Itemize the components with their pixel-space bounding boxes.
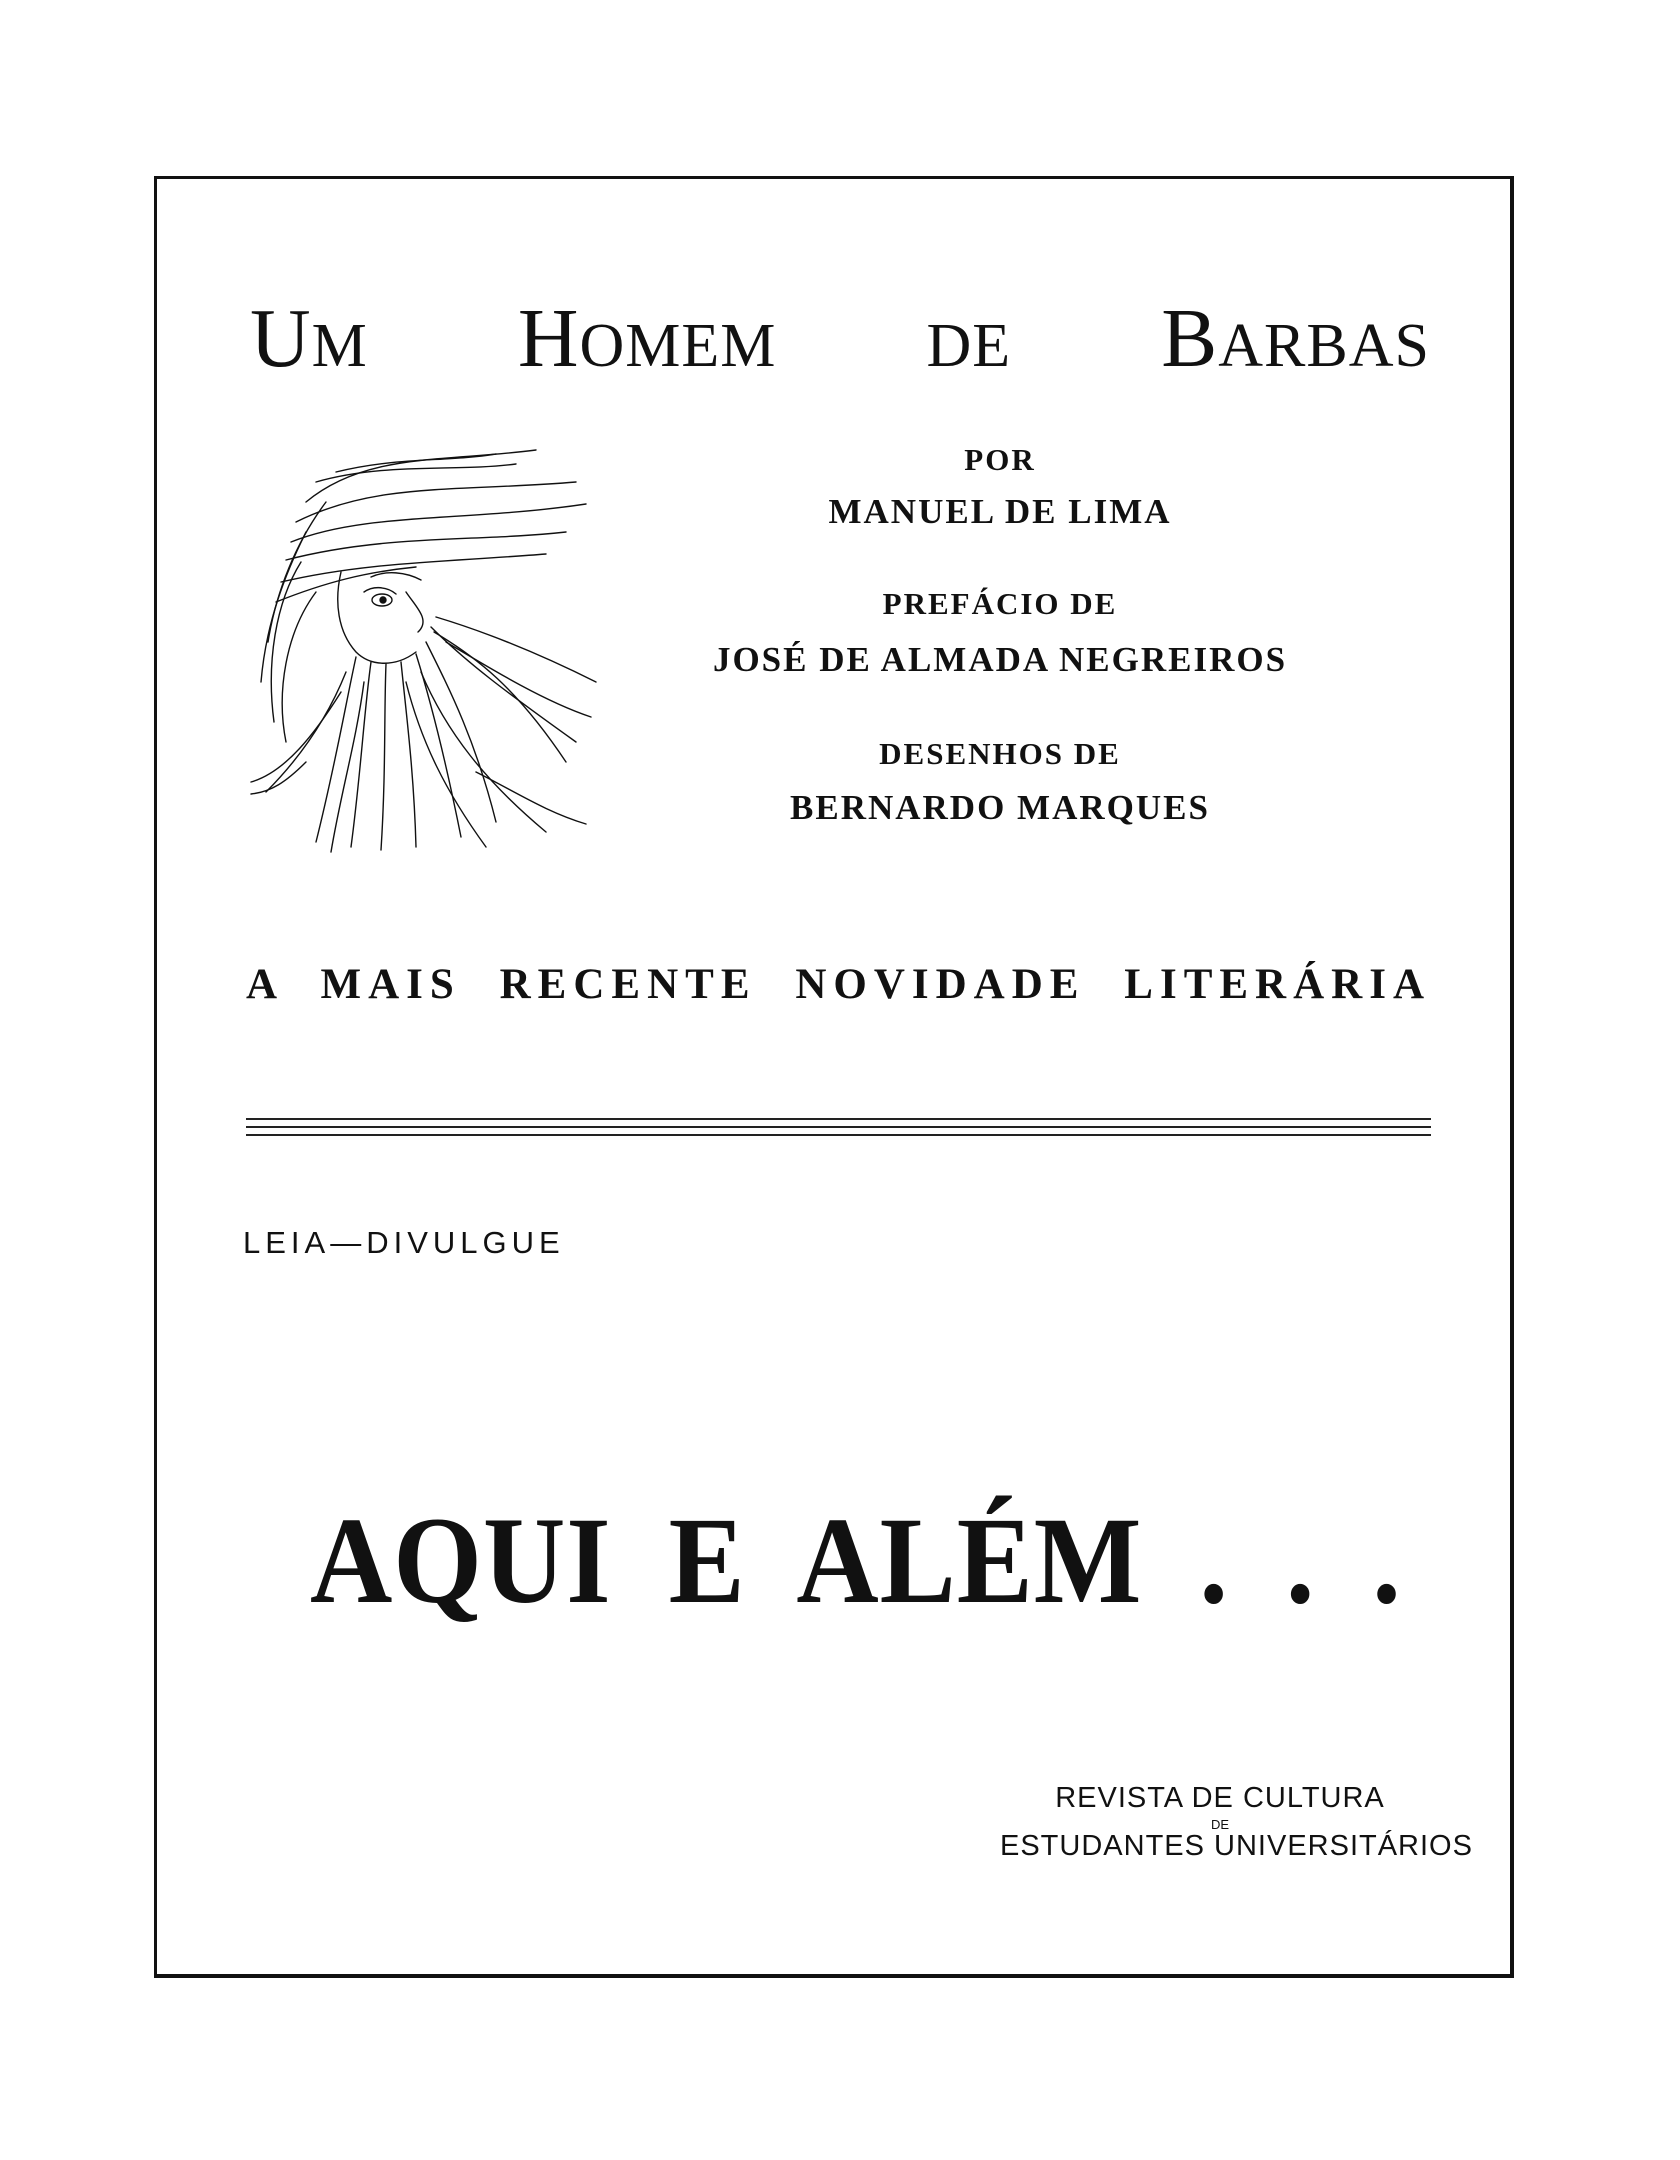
call-to-action: LEIA—DIVULGUE — [243, 1225, 565, 1260]
title-word-de: DE — [926, 312, 1012, 380]
magazine-title: AQUI E ALÉM . . . — [310, 1492, 1402, 1629]
title-initial: U — [250, 292, 312, 385]
title-rest: OMEM — [579, 312, 777, 380]
subtitle-line-3: ESTUDANTES UNIVERSITÁRIOS — [1000, 1830, 1473, 1862]
drawings-author: BERNARDO MARQUES — [790, 788, 1210, 827]
triple-rule-divider — [246, 1118, 1431, 1146]
drawings-label: DESENHOS DE — [879, 736, 1121, 771]
rule-line — [246, 1126, 1431, 1128]
book-title — [250, 290, 1430, 387]
rule-line — [246, 1134, 1431, 1136]
title-initial: H — [517, 292, 580, 385]
author-name: MANUEL DE LIMA — [828, 492, 1172, 531]
bearded-man-illustration — [246, 442, 606, 854]
tagline: A MAIS RECENTE NOVIDADE LITERÁRIA — [246, 961, 1431, 1008]
por-label: POR — [964, 442, 1036, 477]
title-initial: B — [1161, 292, 1219, 385]
preface-author: JOSÉ DE ALMADA NEGREIROS — [712, 640, 1288, 679]
title-word-homem — [518, 290, 777, 387]
rule-line — [246, 1118, 1431, 1120]
subtitle-line-1: REVISTA DE CULTURA — [1055, 1782, 1385, 1814]
title-word-barbas — [1161, 290, 1430, 387]
magazine-subtitle — [1000, 1782, 1473, 1863]
title-rest: M — [311, 312, 368, 380]
subtitle-line-2: DE — [1210, 1817, 1230, 1832]
title-word-um — [250, 290, 368, 387]
title-rest: ARBAS — [1218, 312, 1430, 380]
preface-label: PREFÁCIO DE — [882, 586, 1118, 621]
